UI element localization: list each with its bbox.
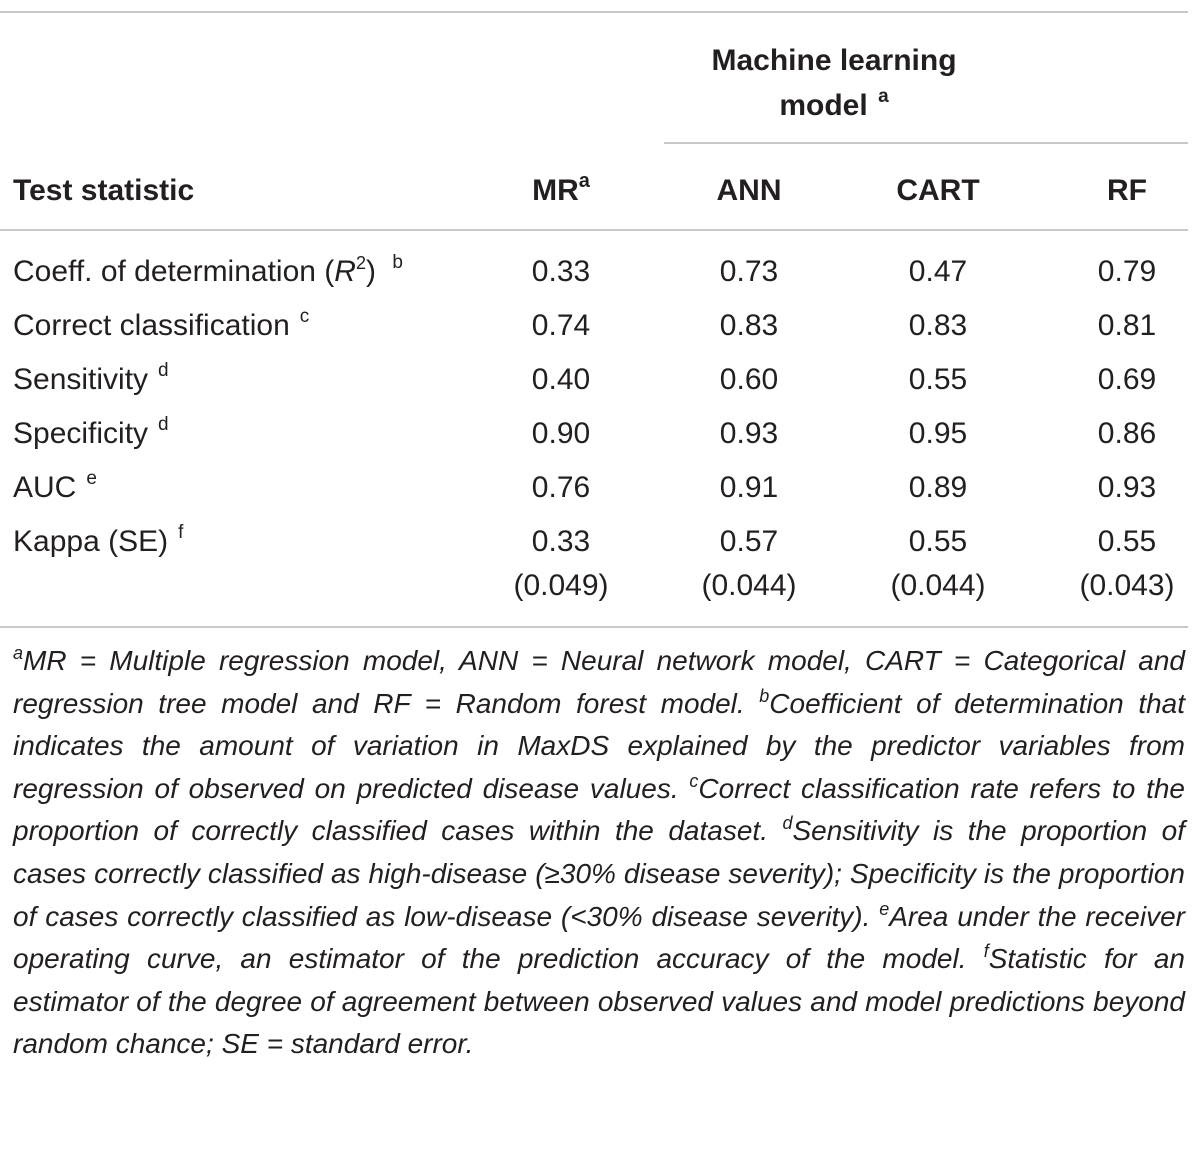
cell-kappa-se-cart: (0.044) [890,569,986,602]
row-label-specificity: Specificity $^d$ [13,414,169,450]
cell-r2-rf: 0.79 [1097,255,1157,288]
cell-kappa-se-mr: (0.049) [513,569,609,602]
footnote-mark-f: f [178,522,184,543]
footnote-mark-d: d [158,360,169,381]
row-label-kappa: Kappa (SE) $^f$ [13,522,184,558]
cell-cc-ann: 0.83 [719,309,779,342]
header-bottom-rule [0,229,1188,231]
cell-cc-cart: 0.83 [908,309,968,342]
cell-sens-mr: 0.40 [531,363,591,396]
column-header-rf: RF [1107,174,1147,207]
cell-kappa-mr: 0.33 [531,525,591,558]
row-label-correct-classification: Correct classification $^c$ [13,306,310,342]
cell-kappa-ann: 0.57 [719,525,779,558]
cell-sens-cart: 0.55 [908,363,968,396]
group-header-line2: model [779,89,868,122]
row-label-r2: Coeff. of determination $(R^2)$ $^b$ [13,252,403,288]
footnote-a: MR = Multiple regression model, ANN = Neural network model, CART = Categorical and regression tree model and RF = Random forest model. [13,645,1185,719]
footnote-mark-c: c [299,306,310,327]
table-footnotes [13,640,1185,1066]
cell-kappa-rf: 0.55 [1097,525,1157,558]
cell-kappa-se-rf: (0.043) [1079,569,1175,602]
footnote-d-mark: d [782,813,793,834]
cell-spec-rf: 0.86 [1097,417,1157,450]
mr-footnote-mark: a [578,170,590,192]
footnote-f-mark: f [983,941,989,962]
cell-cc-rf: 0.81 [1097,309,1157,342]
footnote-f: Statistic for an estimator of the degree of agreement between observed values and model predictions beyond random chance; SE = standard error. [13,943,1185,1060]
cell-auc-rf: 0.93 [1097,471,1157,504]
table-bottom-rule [0,626,1188,628]
row-label-auc: AUC $^e$ [13,468,97,504]
column-header-test-statistic: Test statistic [13,174,195,207]
cell-spec-ann: 0.93 [719,417,779,450]
cell-auc-cart: 0.89 [908,471,968,504]
cell-kappa-se-ann: (0.044) [701,569,797,602]
cell-auc-ann: 0.91 [719,471,779,504]
footnote-c-mark: c [689,770,699,791]
table-top-rule [0,11,1188,13]
cell-r2-mr: 0.33 [531,255,591,288]
group-header [664,38,1004,128]
cell-r2-cart: 0.47 [908,255,968,288]
footnote-e: Area under the receiver operating curve, an estimator of the prediction accuracy of the model. [13,900,1185,975]
column-header-mr: $MR^a$ [532,170,590,207]
group-header-rule [664,142,1188,144]
group-header-line1: Machine learning [711,44,957,77]
footnote-mark-d: d [158,414,169,435]
footnote-mark-b: b [392,252,403,273]
footnote-mark-e: e [86,468,97,489]
footnote-a-mark: a [13,643,24,663]
footnote-c: Correct classification rate refers to the proportion of correctly classified cases within the dataset. [13,772,1186,847]
cell-cc-mr: 0.74 [531,309,591,342]
cell-spec-cart: 0.95 [908,417,968,450]
column-header-cart: CART [896,174,980,207]
footnote-d: Sensitivity is the proportion of cases correctly classified as high-disease (≥30% disease severity); Specificity is the proportion of cases correctly classified as low-disease (<30% disease severity). [13,815,1185,932]
footnote-e-mark: e [879,898,890,919]
row-label-sensitivity: Sensitivity $^d$ [13,360,169,396]
cell-sens-rf: 0.69 [1097,363,1157,396]
footnote-b: Coefficient of determination that indicates the amount of variation in MaxDS explained by the predictor variables from regression of observed on predicted disease values. [13,687,1186,804]
group-header-footnote-mark: a [878,86,889,107]
column-header-ann: ANN [716,174,782,207]
cell-spec-mr: 0.90 [531,417,591,450]
cell-sens-ann: 0.60 [719,363,779,396]
footnote-b-mark: b [759,685,770,706]
cell-r2-ann: 0.73 [719,255,779,288]
cell-auc-mr: 0.76 [531,471,591,504]
cell-kappa-cart: 0.55 [908,525,968,558]
